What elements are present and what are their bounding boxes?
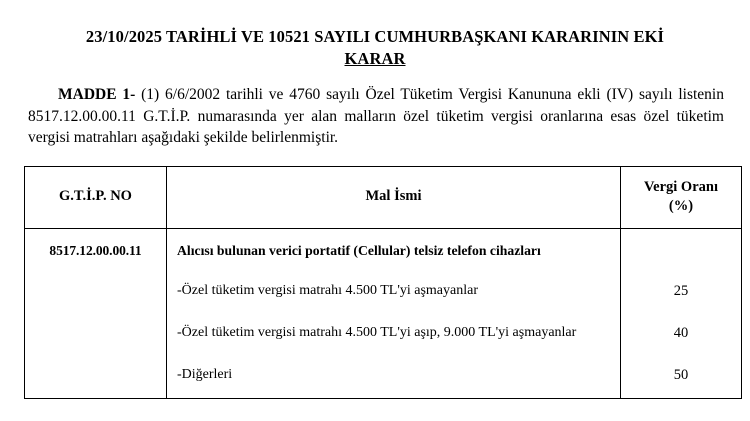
page-title-line-1: 23/10/2025 TARİHLİ VE 10521 SAYILI CUMHURBAŞKANI KARARININ EKİ	[85, 27, 665, 46]
page-title	[36, 26, 714, 69]
tax-rate-3: 50	[673, 366, 689, 383]
column-header-rate-line-2: (%)	[668, 197, 694, 214]
table-row	[25, 228, 742, 398]
column-header-product: Mal İsmi	[167, 166, 621, 228]
product-bracket-2: -Özel tüketim vergisi matrahı 4.500 TL'yi aşıp, 9.000 TL'yi aşmayanlar	[177, 324, 577, 340]
tax-rate-2: 40	[673, 324, 689, 341]
table-header-row	[25, 166, 742, 228]
tax-rate-1: 25	[673, 282, 689, 299]
page-title-line-2: KARAR	[344, 49, 406, 68]
table-header	[25, 166, 742, 228]
product-bracket-1: -Özel tüketim vergisi matrahı 4.500 TL'yi aşmayanlar	[177, 282, 478, 298]
column-header-gtip: G.T.İ.P. NO	[25, 166, 167, 228]
product-description-cell	[167, 228, 621, 398]
article-label: MADDE 1-	[58, 86, 136, 103]
table-body	[25, 228, 742, 398]
rate-spacer	[621, 229, 741, 272]
product-heading: Alıcısı bulunan verici portatif (Cellular) telsiz telefon cihazları	[177, 242, 541, 258]
tariff-table	[24, 166, 742, 399]
tax-rate-cell	[621, 228, 742, 398]
product-bracket-3: -Diğerleri	[177, 366, 233, 382]
article-text: (1) 6/6/2002 tarihli ve 4760 sayılı Özel Tüketim Vergisi Kanununa ekli (IV) sayılı listenin 8517.12.00.00.11 G.T.İ.P. numarasında yer alan malların özel tüketim vergisi oranlarına esas özel tüketim vergisi matrahları aşağıdaki şekilde belirlenmiştir.	[28, 86, 724, 146]
gtip-code-cell: 8517.12.00.00.11	[25, 228, 167, 398]
article-paragraph	[22, 84, 728, 149]
column-header-rate	[621, 166, 742, 228]
column-header-rate-line-1: Vergi Oranı	[644, 178, 718, 195]
